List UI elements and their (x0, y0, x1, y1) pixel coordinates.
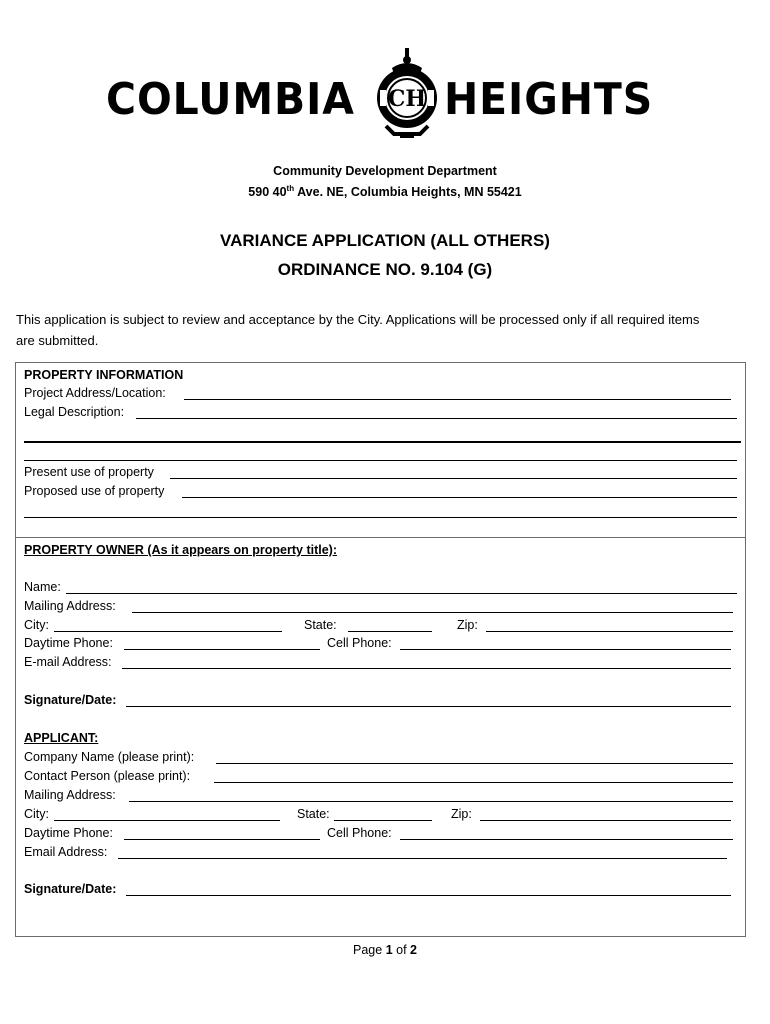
applicant-email-row (24, 843, 737, 861)
present-use-field[interactable] (170, 478, 737, 479)
applicant-zip-field[interactable] (480, 820, 731, 821)
form-title: VARIANCE APPLICATION (ALL OTHERS) (220, 231, 550, 250)
project-address-field[interactable] (184, 399, 731, 400)
applicant-city-field[interactable] (54, 820, 280, 821)
department-name: Community Development Department (273, 164, 497, 178)
legal-description-row (24, 403, 737, 421)
city-seal-icon (372, 46, 442, 142)
department-address: 590 40th Ave. NE, Columbia Heights, MN 55421 (248, 183, 522, 199)
applicant-zip-label: Zip: (451, 805, 475, 823)
property-information-section (15, 362, 746, 538)
legal-description-field[interactable] (136, 418, 737, 419)
owner-mailing-field[interactable] (132, 612, 733, 613)
applicant-contact-row (24, 767, 737, 785)
project-address-label: Project Address/Location: (24, 384, 169, 402)
applicant-signature-row (24, 880, 737, 898)
owner-city-label: City: (24, 616, 52, 634)
applicant-contact-label: Contact Person (please print): (24, 767, 193, 785)
applicant-city-label: City: (24, 805, 52, 823)
project-address-row (24, 384, 737, 402)
logo-word-left: COLUMBIA (106, 74, 355, 125)
owner-city-row (24, 616, 737, 634)
owner-email-row (24, 653, 737, 671)
applicant-email-label: Email Address: (24, 843, 110, 861)
owner-name-field[interactable] (66, 593, 737, 594)
owner-zip-field[interactable] (486, 631, 733, 632)
proposed-use-field[interactable] (182, 497, 737, 498)
applicant-cell-phone-label: Cell Phone: (327, 824, 395, 842)
legal-description-line-3[interactable] (24, 460, 737, 461)
applicant-state-label: State: (297, 805, 333, 823)
applicant-signature-field[interactable] (126, 895, 731, 896)
owner-heading: PROPERTY OWNER (As it appears on property title): (24, 543, 338, 557)
legal-description-label: Legal Description: (24, 403, 127, 421)
owner-state-label: State: (304, 616, 340, 634)
applicant-company-row (24, 748, 737, 766)
owner-signature-field[interactable] (126, 706, 731, 707)
proposed-use-line-2[interactable] (24, 517, 737, 518)
applicant-daytime-phone-label: Daytime Phone: (24, 824, 116, 842)
owner-name-label: Name: (24, 578, 64, 596)
owner-cell-phone-field[interactable] (400, 649, 731, 650)
owner-email-label: E-mail Address: (24, 653, 115, 671)
applicant-mailing-label: Mailing Address: (24, 786, 119, 804)
svg-text:CH: CH (387, 86, 427, 112)
owner-zip-label: Zip: (457, 616, 481, 634)
applicant-heading: APPLICANT: (24, 731, 99, 745)
property-heading: PROPERTY INFORMATION (24, 368, 184, 382)
owner-name-row (24, 578, 737, 596)
owner-signature-row (24, 691, 737, 709)
applicant-mailing-field[interactable] (129, 801, 733, 802)
owner-daytime-phone-field[interactable] (124, 649, 320, 650)
owner-state-field[interactable] (348, 631, 432, 632)
applicant-mailing-row (24, 786, 737, 804)
logo-word-right: HEIGHTS (444, 74, 654, 125)
page-number: Page 1 of 2 (353, 943, 417, 957)
present-use-row (24, 463, 737, 481)
applicant-contact-field[interactable] (214, 782, 733, 783)
owner-applicant-section (15, 537, 746, 937)
applicant-cell-phone-field[interactable] (400, 839, 733, 840)
owner-cell-phone-label: Cell Phone: (327, 634, 395, 652)
proposed-use-label: Proposed use of property (24, 482, 167, 500)
present-use-label: Present use of property (24, 463, 157, 481)
applicant-city-row (24, 805, 737, 823)
owner-mailing-label: Mailing Address: (24, 597, 119, 615)
owner-phone-row (24, 634, 737, 652)
applicant-state-field[interactable] (334, 820, 432, 821)
owner-daytime-phone-label: Daytime Phone: (24, 634, 116, 652)
owner-mailing-row (24, 597, 737, 615)
applicant-daytime-phone-field[interactable] (124, 839, 320, 840)
applicant-phone-row (24, 824, 737, 842)
owner-city-field[interactable] (54, 631, 282, 632)
applicant-signature-label: Signature/Date: (24, 880, 119, 898)
intro-text: This application is subject to review and acceptance by the City. Applications will be processed only if all required items are submitted. (16, 312, 700, 348)
owner-email-field[interactable] (122, 668, 731, 669)
legal-description-line-2[interactable] (24, 441, 741, 443)
owner-signature-label: Signature/Date: (24, 691, 119, 709)
applicant-company-field[interactable] (216, 763, 733, 764)
applicant-company-label: Company Name (please print): (24, 748, 197, 766)
proposed-use-row (24, 482, 737, 500)
applicant-email-field[interactable] (118, 858, 727, 859)
ordinance-number: ORDINANCE NO. 9.104 (G) (277, 260, 493, 279)
